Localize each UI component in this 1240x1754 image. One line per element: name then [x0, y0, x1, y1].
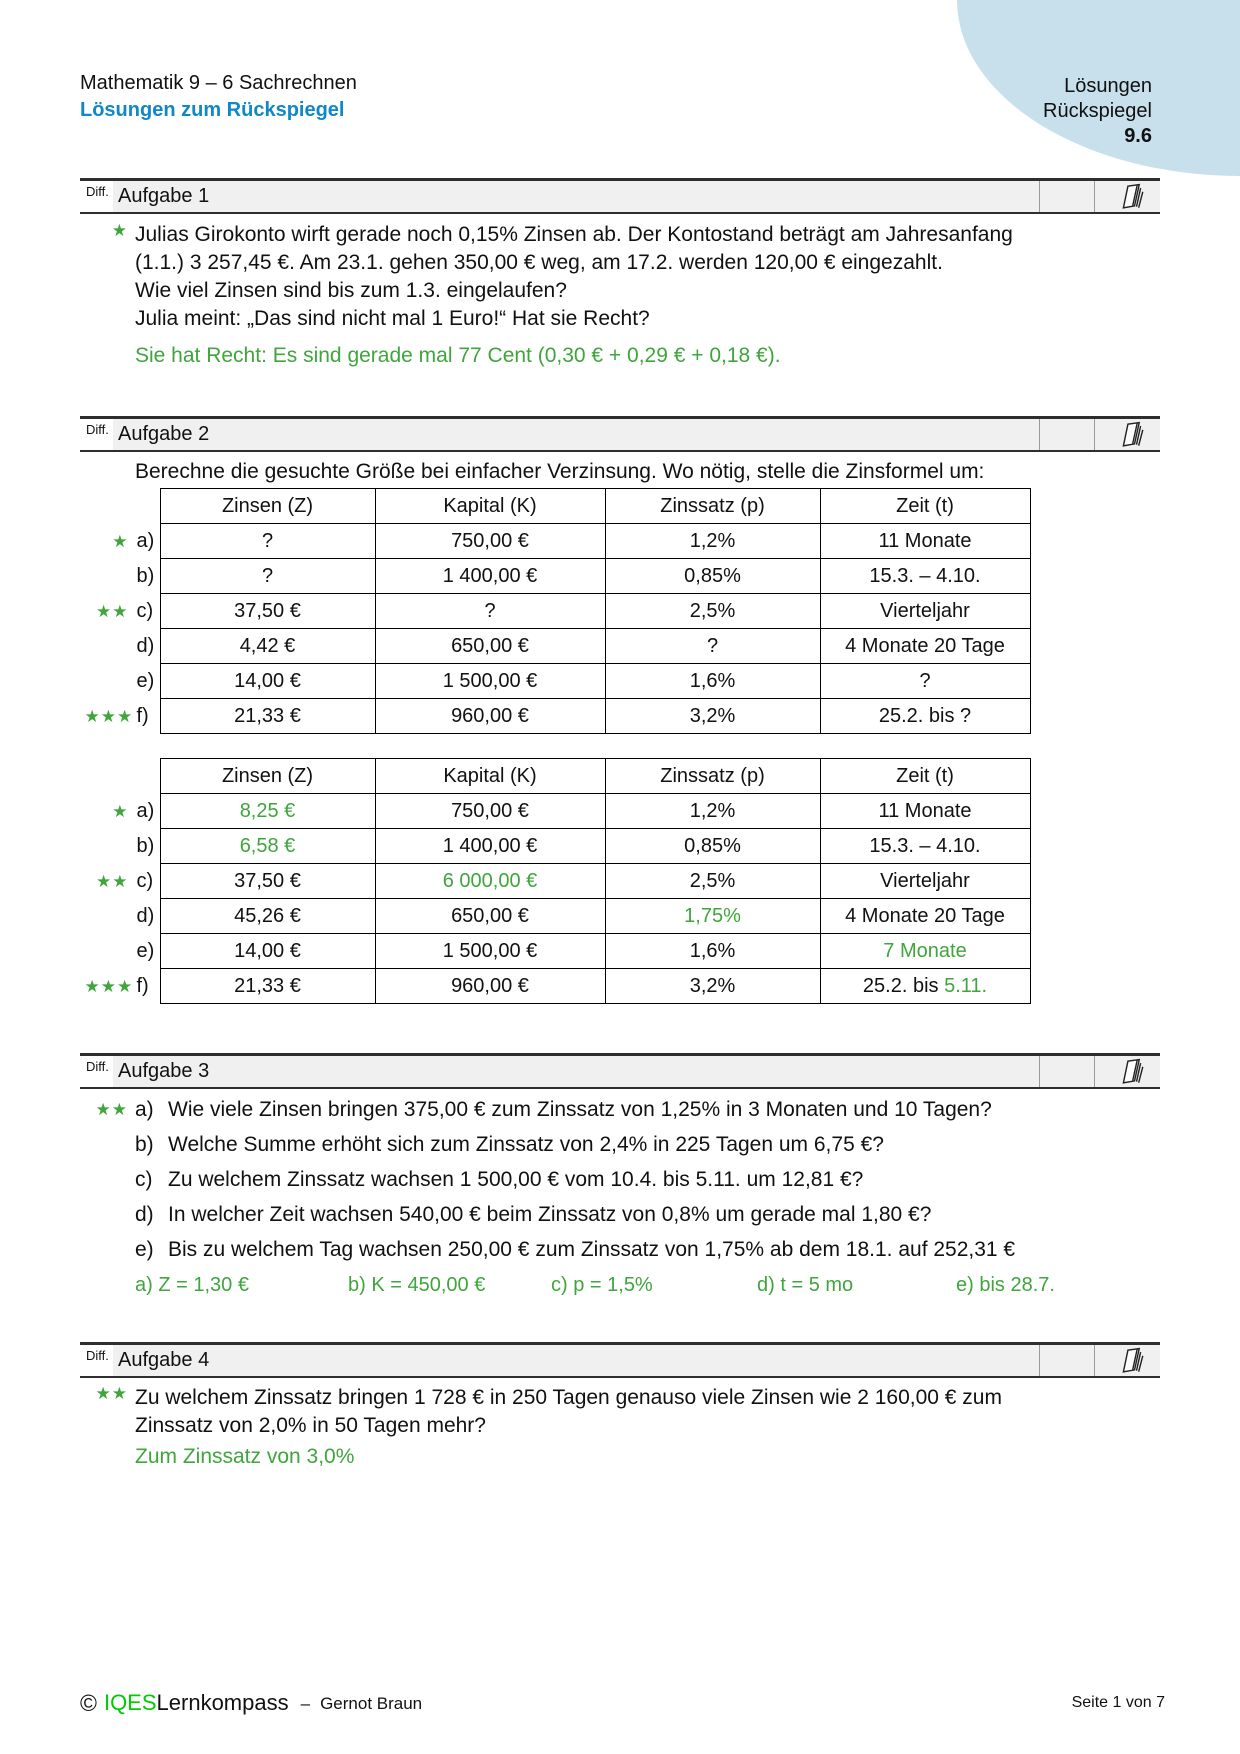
table-cell: 7 Monate [820, 934, 1030, 969]
task4-bar [113, 1345, 1160, 1376]
table-cell: 8,25 € [160, 794, 375, 829]
document-subtitle: Lösungen zum Rückspiegel [80, 99, 345, 121]
task4-text [135, 1384, 1002, 1471]
bar-separator [1039, 181, 1040, 212]
table-column-header: Kapital (K) [375, 489, 605, 524]
booklet-icon [1114, 419, 1146, 450]
table-cell: Vierteljahr [820, 594, 1030, 629]
table-cell: 37,50 € [160, 864, 375, 899]
table-cell: 0,85% [605, 829, 820, 864]
task3-title: Aufgabe 3 [118, 1060, 210, 1082]
solution-answer: c) p = 1,5% [551, 1274, 653, 1296]
table-cell: 3,2% [605, 969, 820, 1004]
task1-line2: (1.1.) 3 257,45 €. Am 23.1. gehen 350,00 € weg, am 17.2. werden 120,00 € eingezahlt. [135, 251, 943, 274]
table-cell: 25.2. bis ? [820, 699, 1030, 734]
list-item: ★★ a) Wie viele Zinsen bringen 375,00 € zum Zinssatz von 1,25% in 3 Monaten und 10 Tagen? [80, 1098, 1160, 1122]
task1-line1: Julias Girokonto wirft gerade noch 0,15% Zinsen ab. Der Kontostand beträgt am Jahresanfang [135, 223, 1013, 246]
table-row [80, 794, 1030, 829]
table-column-header: Zinssatz (p) [605, 489, 820, 524]
difficulty-stars [80, 1168, 135, 1192]
corner-chapter-number: 9.6 [1124, 125, 1152, 147]
booklet-icon [1114, 181, 1146, 212]
task3-bar [113, 1056, 1160, 1087]
table-cell: 21,33 € [160, 699, 375, 734]
table-row [80, 629, 1030, 664]
difficulty-stars: ★★ [95, 1384, 128, 1403]
task1-header-bar [80, 178, 1160, 214]
table-cell: 25.2. bis 5.11. [820, 969, 1030, 1004]
table-column-header: Zinsen (Z) [160, 489, 375, 524]
table-cell: 3,2% [605, 699, 820, 734]
row-label: b) [136, 564, 155, 587]
table-cell: 2,5% [605, 594, 820, 629]
table-cell: 750,00 € [375, 794, 605, 829]
task2-intro: Berechne die gesuchte Größe bei einfacher Verzinsung. Wo nötig, stelle die Zinsformel um: [135, 460, 985, 483]
task4-solution: Zum Zinssatz von 3,0% [135, 1445, 355, 1468]
table-row [80, 699, 1030, 734]
page-footer [80, 1688, 1165, 1718]
list-item: c) Zu welchem Zinssatz wachsen 1 500,00 € vom 10.4. bis 5.11. um 12,81 €? [80, 1168, 1160, 1192]
solution-answer: b) K = 450,00 € [348, 1274, 486, 1296]
copyright-symbol: © [80, 1689, 97, 1716]
bar-separator [1094, 181, 1095, 212]
table-cell: 960,00 € [375, 969, 605, 1004]
bar-separator [1039, 1345, 1040, 1376]
corner-tab [957, 0, 1240, 176]
difficulty-stars: ★ [112, 801, 129, 821]
diff-label: Diff. [80, 419, 113, 450]
table-row [80, 934, 1030, 969]
table-cell: Vierteljahr [820, 864, 1030, 899]
table-cell: 1,6% [605, 934, 820, 969]
table-cell: 750,00 € [375, 524, 605, 559]
task4-header-bar [80, 1342, 1160, 1378]
table-row [80, 899, 1030, 934]
booklet-icon [1114, 1056, 1146, 1087]
document-header [80, 70, 357, 124]
table-cell: 4,42 € [160, 629, 375, 664]
bar-separator [1094, 1345, 1095, 1376]
task2-header-bar [80, 416, 1160, 452]
table-cell: 1,2% [605, 524, 820, 559]
difficulty-stars: ★ [111, 221, 128, 240]
list-item: e) Bis zu welchem Tag wachsen 250,00 € zum Zinssatz von 1,75% ab dem 18.1. auf 252,31 € [80, 1238, 1160, 1262]
task1-line3: Wie viel Zinsen sind bis zum 1.3. eingelaufen? [135, 279, 567, 302]
table-row [80, 594, 1030, 629]
task2-problems-table [80, 488, 1031, 734]
bar-separator [1094, 1056, 1095, 1087]
difficulty-stars: ★★ [95, 1100, 128, 1119]
table-cell: 6 000,00 € [375, 864, 605, 899]
table-row [80, 829, 1030, 864]
table-cell: 960,00 € [375, 699, 605, 734]
row-label: d) [136, 634, 155, 657]
table-cell: 1 500,00 € [375, 664, 605, 699]
task3-item-list [80, 1098, 1160, 1273]
corner-line-1: Lösungen [1064, 75, 1152, 97]
task1-title: Aufgabe 1 [118, 185, 210, 207]
difficulty-stars [80, 1238, 135, 1262]
row-label: ★ a) [80, 794, 160, 829]
table-cell: 14,00 € [160, 664, 375, 699]
corner-line-2: Rückspiegel [1043, 100, 1152, 122]
page-number: Seite 1 von 7 [1071, 1694, 1165, 1711]
table-cell: 0,85% [605, 559, 820, 594]
row-label: e) [136, 669, 155, 692]
task2-title: Aufgabe 2 [118, 423, 210, 445]
task2-bar [113, 419, 1160, 450]
difficulty-stars [80, 1203, 135, 1227]
table-cell: 37,50 € [160, 594, 375, 629]
row-label: e) [136, 939, 155, 962]
table-row [80, 969, 1030, 1004]
table-cell: 650,00 € [375, 629, 605, 664]
task4-line1: Zu welchem Zinssatz bringen 1 728 € in 250 Tagen genauso viele Zinsen wie 2 160,00 € zum [135, 1386, 1002, 1409]
table-cell: 2,5% [605, 864, 820, 899]
table-column-header: Zeit (t) [820, 489, 1030, 524]
table-cell: 1,2% [605, 794, 820, 829]
bar-separator [1094, 419, 1095, 450]
table-cell: 14,00 € [160, 934, 375, 969]
task4-title: Aufgabe 4 [118, 1349, 210, 1371]
solution-answer: a) Z = 1,30 € [135, 1274, 249, 1296]
task1-text [135, 221, 1013, 370]
diff-label: Diff. [80, 1056, 113, 1087]
table-cell: ? [160, 559, 375, 594]
diff-label: Diff. [80, 1345, 113, 1376]
row-label: ★★★ f) [84, 704, 149, 727]
table-cell: 1 400,00 € [375, 559, 605, 594]
row-label: ★ a) [80, 524, 160, 559]
row-label: b) [136, 834, 155, 857]
table-cell: 11 Monate [820, 794, 1030, 829]
task1-bar [113, 181, 1160, 212]
table-column-header: Zinsen (Z) [160, 759, 375, 794]
table-cell: ? [375, 594, 605, 629]
task3-answers [80, 1274, 1160, 1300]
task2-solutions-table [80, 758, 1031, 1004]
footer-dash: – [300, 1694, 311, 1713]
table-cell: 1 500,00 € [375, 934, 605, 969]
brand-iqes: IQES [103, 1690, 157, 1715]
table-column-header: Kapital (K) [375, 759, 605, 794]
difficulty-stars: ★ [112, 531, 129, 551]
table-row [80, 664, 1030, 699]
difficulty-stars: ★★★ [84, 976, 134, 996]
table-cell: 1,75% [605, 899, 820, 934]
task1-line4: Julia meint: „Das sind nicht mal 1 Euro!“ Hat sie Recht? [135, 307, 650, 330]
table-cell: 11 Monate [820, 524, 1030, 559]
solution-answer: d) t = 5 mo [757, 1274, 854, 1296]
list-item: b) Welche Summe erhöht sich zum Zinssatz von 2,4% in 225 Tagen um 6,75 €? [80, 1133, 1160, 1157]
table-cell: 15.3. – 4.10. [820, 559, 1030, 594]
task4-line2: Zinssatz von 2,0% in 50 Tagen mehr? [135, 1414, 486, 1437]
difficulty-stars: ★★★ [84, 706, 134, 726]
row-label: ★★★ f) [84, 974, 149, 997]
task1-body [80, 221, 1160, 370]
table-cell: 1,6% [605, 664, 820, 699]
table-cell: 15.3. – 4.10. [820, 829, 1030, 864]
task3-header-bar [80, 1053, 1160, 1089]
table-cell: 4 Monate 20 Tage [820, 899, 1030, 934]
diff-label: Diff. [80, 181, 113, 212]
table-cell: 6,58 € [160, 829, 375, 864]
table-cell: ? [605, 629, 820, 664]
table-cell: 650,00 € [375, 899, 605, 934]
row-label: ★★ c) [80, 864, 160, 899]
table-column-header: Zeit (t) [820, 759, 1030, 794]
task4-body [80, 1384, 1160, 1471]
table-cell: 4 Monate 20 Tage [820, 629, 1030, 664]
table-column-header: Zinssatz (p) [605, 759, 820, 794]
table-cell: 1 400,00 € [375, 829, 605, 864]
table-row [80, 864, 1030, 899]
list-item: d) In welcher Zeit wachsen 540,00 € beim Zinssatz von 0,8% um gerade mal 1,80 €? [80, 1203, 1160, 1227]
solution-answer: e) bis 28.7. [956, 1274, 1055, 1296]
row-label: d) [136, 904, 155, 927]
difficulty-stars [80, 1133, 135, 1157]
bar-separator [1039, 419, 1040, 450]
task1-solution: Sie hat Recht: Es sind gerade mal 77 Cent (0,30 € + 0,29 € + 0,18 €). [135, 344, 781, 367]
table-cell: 45,26 € [160, 899, 375, 934]
table-cell: ? [820, 664, 1030, 699]
difficulty-stars: ★★ [96, 601, 129, 621]
brand-lernkompass: Lernkompass [156, 1690, 289, 1715]
difficulty-stars: ★★ [96, 871, 129, 891]
bar-separator [1039, 1056, 1040, 1087]
table-cell: 21,33 € [160, 969, 375, 1004]
table-cell: ? [160, 524, 375, 559]
booklet-icon [1114, 1345, 1146, 1376]
table-row [80, 559, 1030, 594]
footer-author: Gernot Braun [320, 1694, 423, 1713]
course-title: Mathematik 9 – 6 Sachrechnen [80, 72, 357, 94]
row-label: ★★ c) [80, 594, 160, 629]
table-row [80, 524, 1030, 559]
